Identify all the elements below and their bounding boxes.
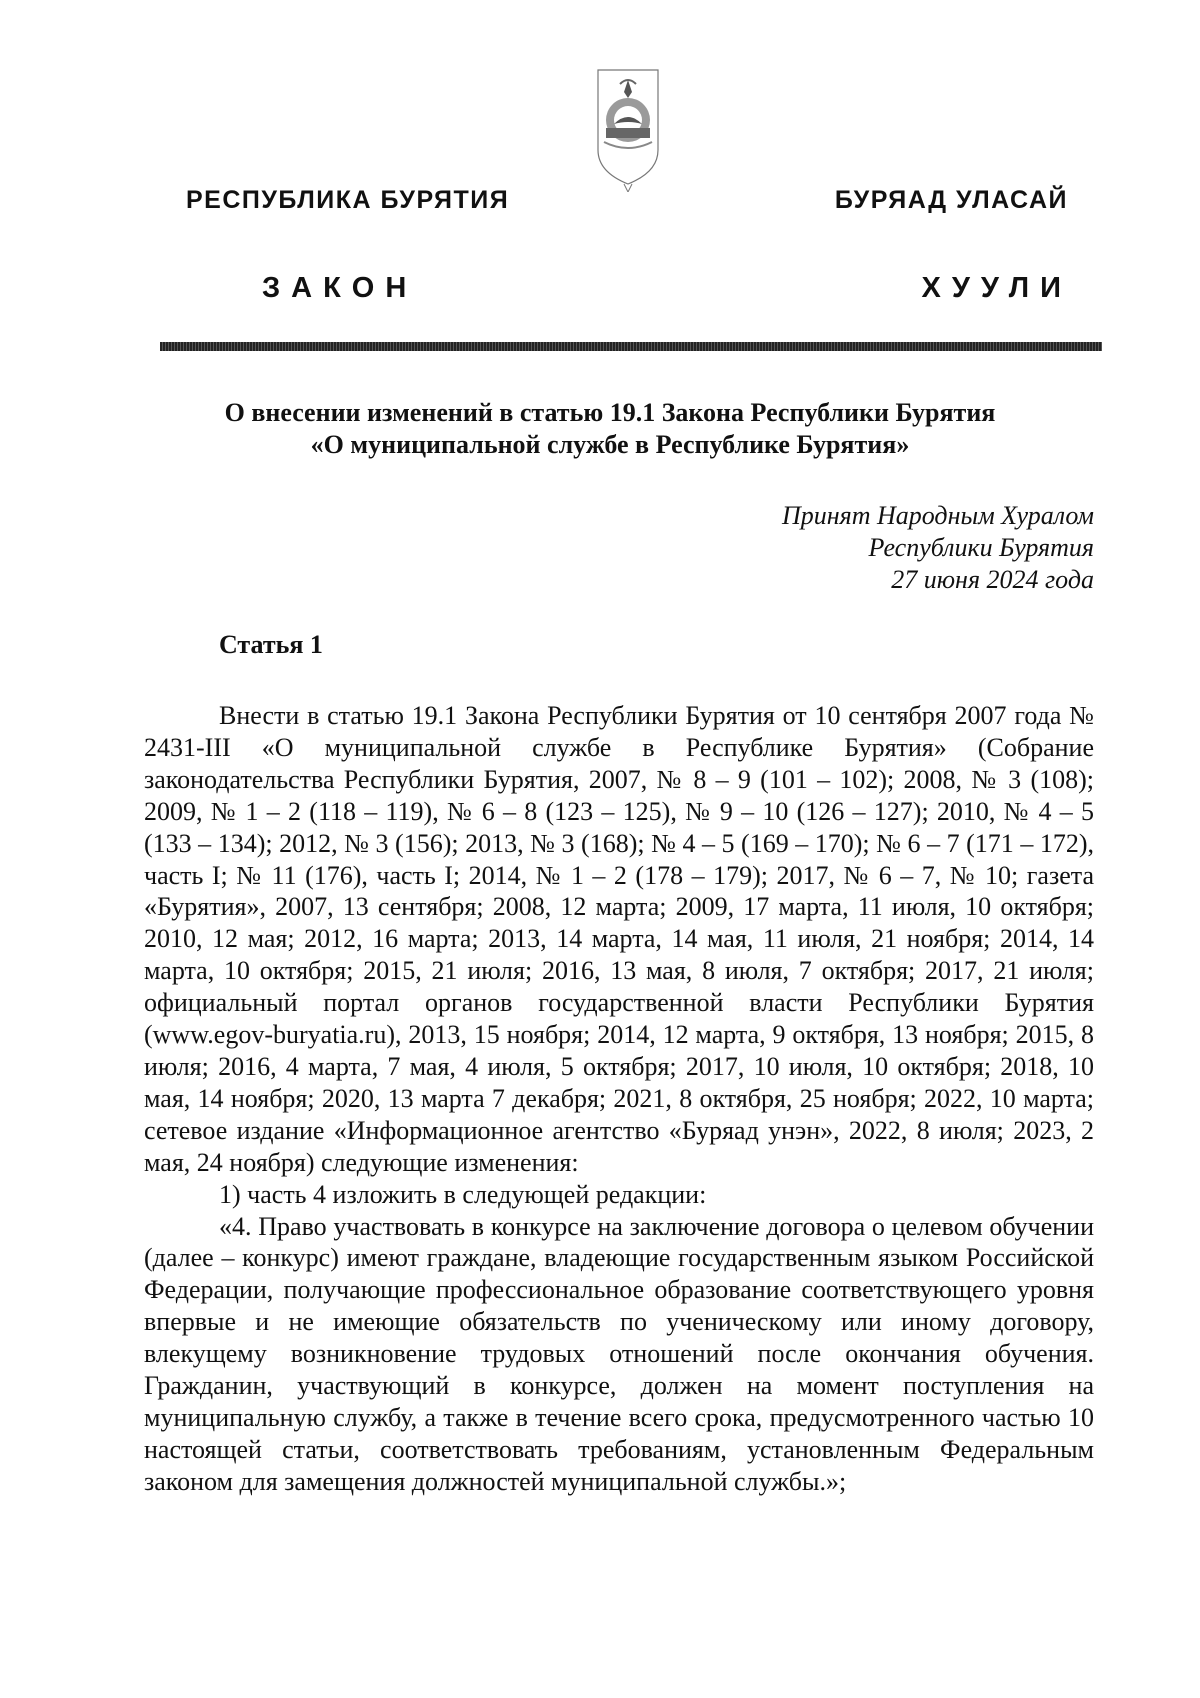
article-heading: Статья 1 [219, 630, 323, 659]
republic-title-buryat: БУРЯАД УЛАСАЙ [834, 186, 1068, 214]
body-paragraph-3: «4. Право участвовать в конкурсе на заключение договора о целевом обучении (далее – конкурс) имеют граждане, владеющие государственным языком Российской Федерации, получающие профессиональное образование соответствующего уровня впервые и не имеющие обязательств по ученическому или иному договору, влекущему возникновение трудовых отношений после окончания обучения. Гражданин, участвующий в конкурсе, должен на момент поступления на муниципальную службу, а также в течение всего срока, предусмотренного частью 10 настоящей статьи, соответствовать требованиям, установленным Федеральным законом для замещения должностей муниципальной службы.»; [144, 1211, 1094, 1496]
document-title [140, 397, 1080, 461]
title-line-2: «О муниципальной службе в Республике Бурятия» [310, 430, 910, 459]
adoption-line-2: Республики Бурятия [868, 533, 1094, 562]
adoption-note [782, 500, 1094, 596]
law-label-buryat: ХУУЛИ [921, 272, 1072, 304]
law-label-russian: ЗАКОН [262, 272, 418, 304]
coat-of-arms-emblem [592, 62, 664, 192]
title-line-1: О внесении изменений в статью 19.1 Закона Республики Бурятия [224, 398, 996, 427]
adoption-line-1: Принят Народным Хуралом [781, 501, 1094, 530]
adoption-date: 27 июня 2024 года [891, 565, 1094, 594]
header-divider [160, 342, 1102, 351]
republic-title-russian: РЕСПУБЛИКА БУРЯТИЯ [186, 186, 510, 214]
article-body [144, 700, 1094, 1498]
body-paragraph-2: 1) часть 4 изложить в следующей редакции: [219, 1179, 707, 1209]
body-paragraph-1: Внести в статью 19.1 Закона Республики Бурятия от 10 сентября 2007 года № 2431-III «О муниципальной службе в Республике Бурятия» (Собрание законодательства Республики Бурятия, 2007, № 8 – 9 (101 – 102); 2008, № 3 (108); 2009, № 1 – 2 (118 – 119), № 6 – 8 (123 – 125), № 9 – 10 (126 – 127); 2010, № 4 – 5 (133 – 134); 2012, № 3 (156); 2013, № 3 (168); № 4 – 5 (169 – 170); № 6 – 7 (171 – 172), часть I; № 11 (176), часть I; 2014, № 1 – 2 (178 – 179); 2017, № 6 – 7, № 10; газета «Бурятия», 2007, 13 сентября; 2008, 12 марта; 2009, 17 марта, 11 июля, 10 октября; 2010, 12 мая; 2012, 16 марта; 2013, 14 марта, 14 мая, 11 июля, 21 ноября; 2014, 14 марта, 10 октября; 2015, 21 июля; 2016, 13 мая, 8 июля, 7 октября; 2017, 21 июля; официальный портал органов государственной власти Республики Бурятия (www.egov-buryatia.ru), 2013, 15 ноября; 2014, 12 марта, 9 октября, 13 ноября; 2015, 8 июля; 2016, 4 марта, 7 мая, 4 июля, 5 октября; 2017, 10 июля, 10 октября; 2018, 10 мая, 14 ноября; 2020, 13 марта 7 декабря; 2021, 8 октября, 25 ноября; 2022, 10 марта; сетевое издание «Информационное агентство «Буряад унэн», 2022, 8 июля; 2023, 2 мая, 24 ноября) следующие изменения: [144, 701, 1094, 1177]
